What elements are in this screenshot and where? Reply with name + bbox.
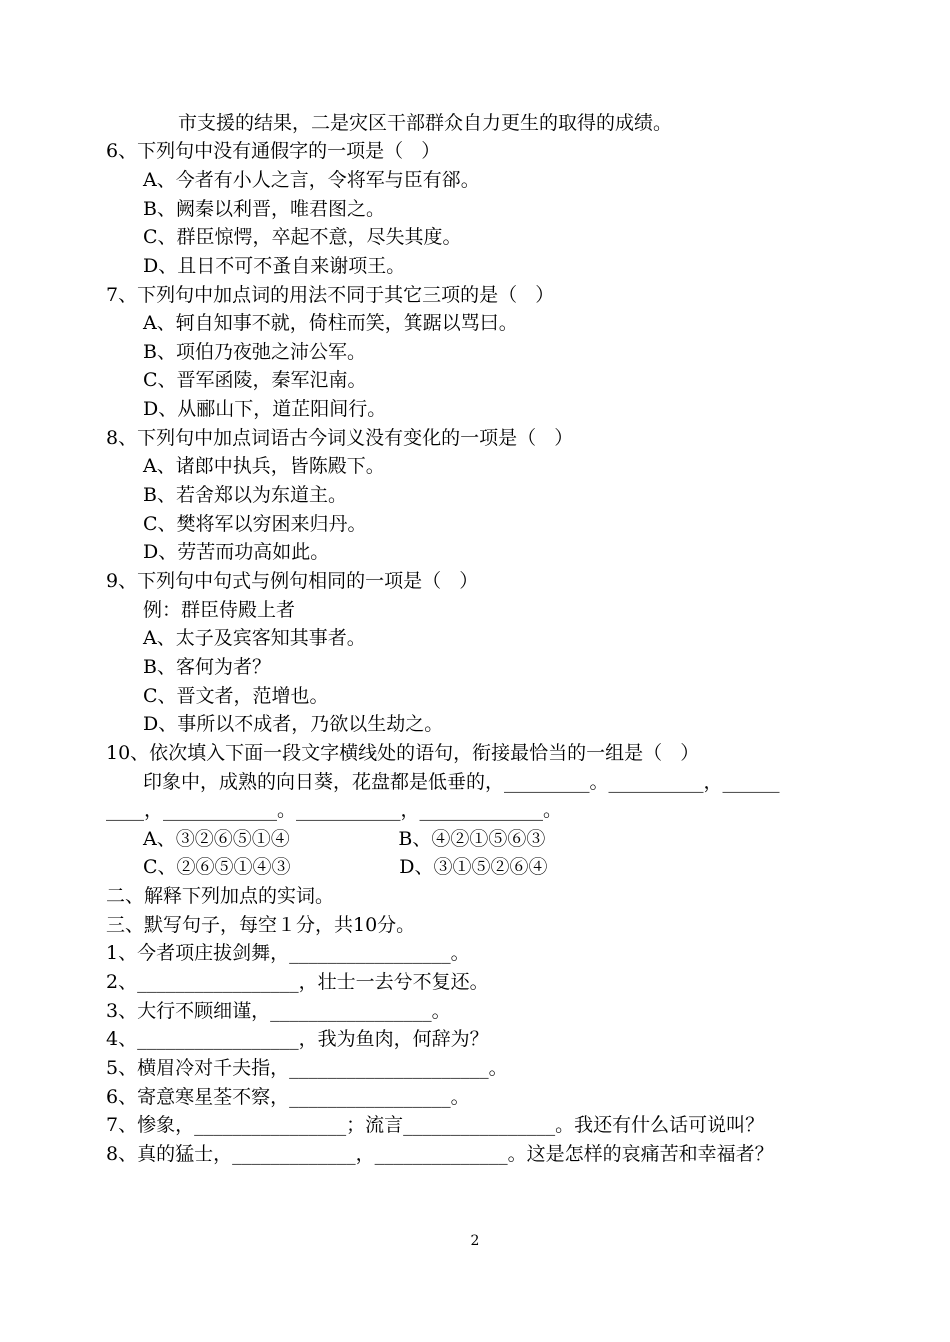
text-line-continuation: 市支援的结果，二是灾区干部群众自力更生的取得的成绩。 [178, 112, 673, 134]
q10-passage-line-2: ____，____________。___________，_____________。 [106, 799, 563, 821]
q9-example: 例：群臣侍殿上者 [143, 599, 296, 621]
question-7: 7、下列句中加点词的用法不同于其它三项的是（ ） [106, 284, 555, 306]
q8-option-a: A、诸郎中执兵，皆陈殿下。 [143, 455, 385, 477]
recite-item-2: 2、_________________，壮士一去兮不复还。 [106, 971, 489, 993]
recite-item-4: 4、_________________，我为鱼肉，何辞为？ [106, 1028, 489, 1050]
q8-option-d: D、劳苦而功高如此。 [143, 541, 330, 563]
q9-option-a: A、太子及宾客知其事者。 [143, 627, 366, 649]
q10-passage-line-1: 印象中，成熟的向日葵，花盘都是低垂的，_________。__________，______ [143, 771, 780, 793]
q7-option-a: A、轲自知事不就，倚柱而笑，箕踞以骂曰。 [143, 312, 518, 334]
recite-item-6: 6、寄意寒星荃不察，_________________。 [106, 1086, 470, 1108]
recite-item-1: 1、今者项庄拔剑舞，_________________。 [106, 942, 470, 964]
question-8: 8、下列句中加点词语古今词义没有变化的一项是（ ） [106, 427, 574, 449]
q9-option-d: D、事所以不成者，乃欲以生劫之。 [143, 713, 444, 735]
recite-item-7: 7、惨象，________________；流言________________。我还有什么话可说叫？ [106, 1114, 765, 1136]
q6-option-a: A、今者有小人之言，令将军与臣有郤。 [143, 169, 480, 191]
q9-option-c: C、晋文者，范增也。 [143, 685, 329, 707]
recite-item-8: 8、真的猛士，_____________，______________。这是怎样的哀痛苦和幸福者？ [106, 1143, 774, 1165]
q8-option-b: B、若舍郑以为东道主。 [143, 484, 347, 506]
recite-item-3: 3、大行不顾细谨，_________________。 [106, 1000, 451, 1022]
question-6: 6、下列句中没有通假字的一项是（ ） [106, 140, 441, 162]
q7-option-b: B、项伯乃夜弛之沛公军。 [143, 341, 366, 363]
q7-option-d: D、从郦山下，道芷阳间行。 [143, 398, 387, 420]
q10-options-ab: A、③②⑥⑤①④ B、④②①⑤⑥③ [143, 828, 546, 850]
q6-option-d: D、且日不可不蚤自来谢项王。 [143, 255, 406, 277]
q7-option-c: C、晋军函陵，秦军氾南。 [143, 369, 367, 391]
section-3-heading: 三、默写句子，每空１分，共10分。 [106, 914, 416, 936]
section-2-heading: 二、解释下列加点的实词。 [106, 885, 335, 907]
q10-options-cd: C、②⑥⑤①④③ D、③①⑤②⑥④ [143, 856, 548, 878]
q9-option-b: B、客何为者？ [143, 656, 271, 678]
question-9: 9、下列句中句式与例句相同的一项是（ ） [106, 570, 479, 592]
question-10: 10、依次填入下面一段文字横线处的语句，衔接最恰当的一组是（ ） [106, 742, 700, 764]
q6-option-c: C、群臣惊愕，卒起不意，尽失其度。 [143, 226, 462, 248]
page-number: 2 [470, 1233, 480, 1249]
q8-option-c: C、樊将军以穷困来归丹。 [143, 513, 367, 535]
q6-option-b: B、阙秦以利晋，唯君图之。 [143, 198, 385, 220]
recite-item-5: 5、横眉冷对千夫指，_____________________。 [106, 1057, 508, 1079]
